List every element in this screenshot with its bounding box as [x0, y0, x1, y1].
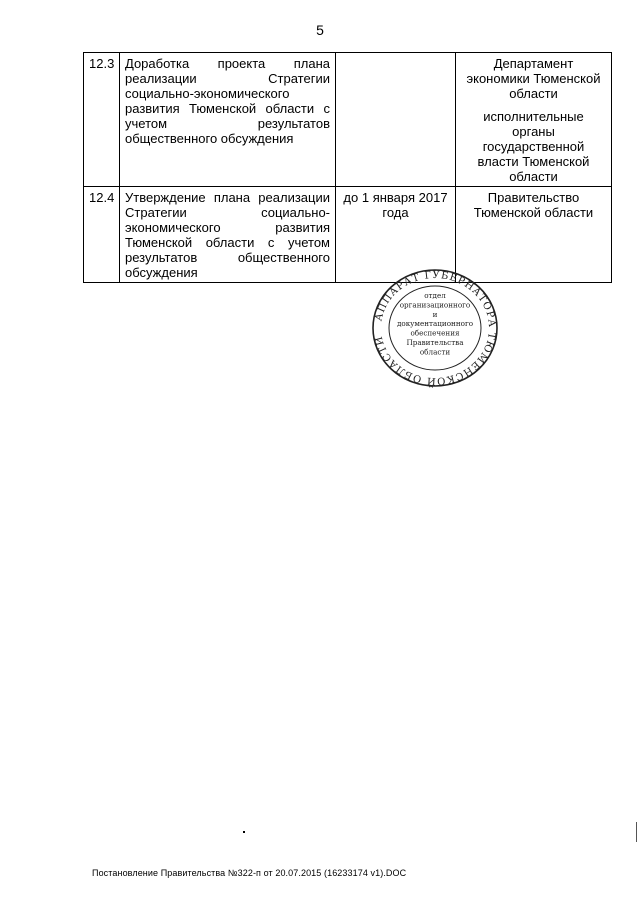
- stamp-line: организационного: [399, 300, 471, 310]
- responsible-party: Правительство Тюменской области: [473, 190, 594, 220]
- scan-edge-mark: [636, 822, 637, 842]
- responsible-party: Департамент экономики Тюменской области: [466, 56, 601, 101]
- deadline: до 1 января 2017 года: [336, 187, 456, 283]
- plan-table: [83, 52, 612, 283]
- task-description: Доработка проекта плана реализации Стратегии социально-экономического развития Тюменской области с учетом результатов общественного обсуждения: [120, 53, 336, 187]
- item-number: 12.3: [84, 53, 120, 187]
- document-footer: Постановление Правительства №322-п от 20.07.2015 (16233174 v1).DOC: [92, 868, 407, 878]
- item-number: 12.4: [84, 187, 120, 283]
- responsible-party: исполнительные органы государственной власти Тюменской области: [477, 109, 590, 184]
- stamp-line: обеспечения: [410, 328, 460, 338]
- stamp-line: документационного: [396, 319, 474, 329]
- official-stamp: [370, 268, 500, 388]
- stray-dot: [243, 831, 245, 833]
- page-number: 5: [316, 22, 324, 38]
- deadline: [336, 53, 456, 187]
- stamp-ring-text: АППАРАТ ГУБЕРНАТОРА ТЮМЕНСКОЙ ОБЛАСТИ: [373, 269, 498, 387]
- stamp-inner-text: [397, 291, 473, 356]
- responsible-cell: [456, 53, 612, 187]
- stamp-line: и: [432, 309, 438, 319]
- stamp-line: области: [419, 347, 451, 357]
- table-row: [84, 53, 612, 187]
- stamp-line: отдел: [424, 291, 446, 300]
- stamp-line: Правительства: [406, 338, 464, 347]
- task-description: Утверждение плана реализации Стратегии социально-экономического развития Тюменской области с учетом результатов общественного обсуждения: [120, 187, 336, 283]
- table-row: [84, 187, 612, 283]
